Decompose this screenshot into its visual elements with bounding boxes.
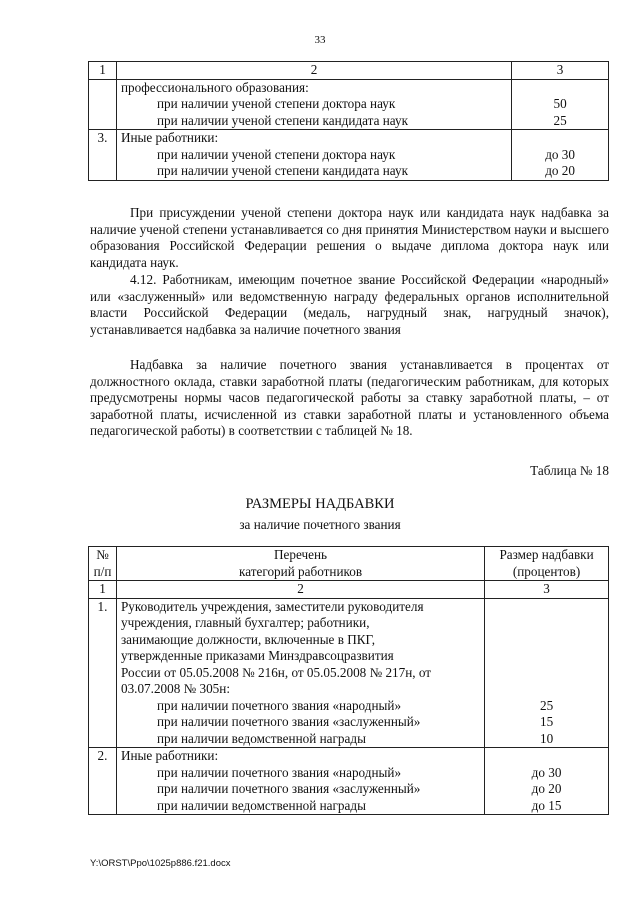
- row-values: [485, 598, 609, 748]
- item-value: до 20: [545, 163, 575, 178]
- row-text-line: занимающие должности, включенные в ПКГ,: [120, 631, 375, 647]
- row-heading: Иные работники:: [120, 130, 219, 145]
- header-size: Размер надбавки (процентов): [485, 547, 609, 581]
- item-label: при наличии ученой степени кандидата наук: [156, 163, 408, 178]
- table-index-row: [89, 62, 609, 80]
- item-value: до 30: [531, 764, 562, 780]
- row-values: [512, 79, 609, 130]
- item-value: 15: [539, 714, 554, 729]
- item-value: до 20: [531, 781, 562, 796]
- file-path-footer: Y:\ORST\Ppo\1025p886.f21.docx: [90, 858, 231, 869]
- header-categories: Перечень категорий работников: [116, 547, 484, 581]
- row-text-line: учреждения, главный бухгалтер; работники,: [120, 615, 370, 630]
- item-value: 10: [539, 730, 554, 746]
- item-label: при наличии почетного звания «заслуженный»: [156, 781, 421, 796]
- item-value: до 15: [531, 797, 562, 813]
- allowance-table-continued: [88, 61, 609, 181]
- row-text: [116, 598, 484, 748]
- row-values: [512, 130, 609, 181]
- paragraph-4-12: 4.12. Работникам, имеющим почетное звание Российской Федерации «народный» или «заслуженный» или ведомственную награду федеральных органов исполнительной власти Российской Федерации (медаль, нагрудный знак, нагрудный значок), устанавливается надбавка за наличие почетного звания: [90, 272, 609, 337]
- row-number: 1.: [89, 598, 117, 748]
- paragraph-procedure: Надбавка за наличие почетного звания устанавливается в процентах от должностного оклада, ставки заработной платы (педагогическим работникам, для которых предусмотрены нормы часов педагогической работы за ставку заработной платы, – от заработной платы, исчисленной из ставки заработной платы и установленного объема педагогической работы) в соответствии с таблицей № 18.: [90, 357, 609, 438]
- item-label: при наличии почетного звания «народный»: [156, 764, 402, 780]
- item-value: 25: [553, 112, 567, 128]
- row-text-line: Руководитель учреждения, заместители руководителя: [120, 598, 424, 614]
- row-number: [89, 79, 117, 130]
- col-index-1: 1: [89, 581, 117, 599]
- item-label: при наличии почетного звания «заслуженный»: [156, 714, 421, 729]
- table-subtitle: за наличие почетного звания: [239, 517, 401, 532]
- item-label: при наличии ученой степени кандидата наук: [156, 112, 408, 128]
- item-label: при наличии почетного звания «народный»: [156, 697, 402, 713]
- row-text: [116, 79, 511, 130]
- table-row: [89, 598, 609, 748]
- table-header-row: [89, 547, 609, 581]
- table-index-row: [89, 581, 609, 599]
- item-label: при наличии ведомственной награды: [156, 730, 366, 746]
- row-text-line: 03.07.2008 № 305н:: [120, 681, 230, 696]
- row-number: 3.: [89, 130, 117, 181]
- col-index-2: 2: [116, 62, 511, 80]
- table-18: [88, 546, 609, 815]
- table-row: [89, 748, 609, 815]
- row-heading: Иные работники:: [120, 748, 219, 763]
- row-number: 2.: [89, 748, 117, 815]
- row-text: [116, 130, 511, 181]
- item-label: при наличии ученой степени доктора наук: [156, 96, 396, 111]
- row-heading: профессионального образования:: [120, 79, 309, 95]
- paragraph-degree: При присуждении ученой степени доктора наук или кандидата наук надбавка за наличие ученой степени устанавливается со дня принятия Министерством науки и высшего образования Российской Федерации решения о выдаче диплома доктора наук или кандидата наук.: [90, 205, 609, 270]
- table-row: [89, 130, 609, 181]
- item-label: при наличии ведомственной награды: [156, 797, 366, 813]
- item-label: при наличии ученой степени доктора наук: [156, 146, 396, 162]
- table-row: [89, 79, 609, 130]
- item-value: 50: [553, 96, 567, 111]
- row-text: [116, 748, 484, 815]
- table-title: РАЗМЕРЫ НАДБАВКИ: [245, 496, 395, 512]
- col-index-2: 2: [116, 581, 484, 599]
- item-value: до 30: [545, 146, 575, 162]
- row-text-line: России от 05.05.2008 № 216н, от 05.05.2008 № 217н, от: [120, 664, 432, 680]
- col-index-1: 1: [89, 62, 117, 80]
- col-index-3: 3: [485, 581, 609, 599]
- row-values: [485, 748, 609, 815]
- item-value: 25: [539, 697, 554, 713]
- table-label: Таблица № 18: [530, 463, 609, 478]
- page-number: 33: [314, 34, 326, 46]
- row-text-line: утвержденные приказами Минздравсоцразвития: [120, 648, 394, 663]
- col-index-3: 3: [512, 62, 609, 80]
- header-number: № п/п: [89, 547, 117, 581]
